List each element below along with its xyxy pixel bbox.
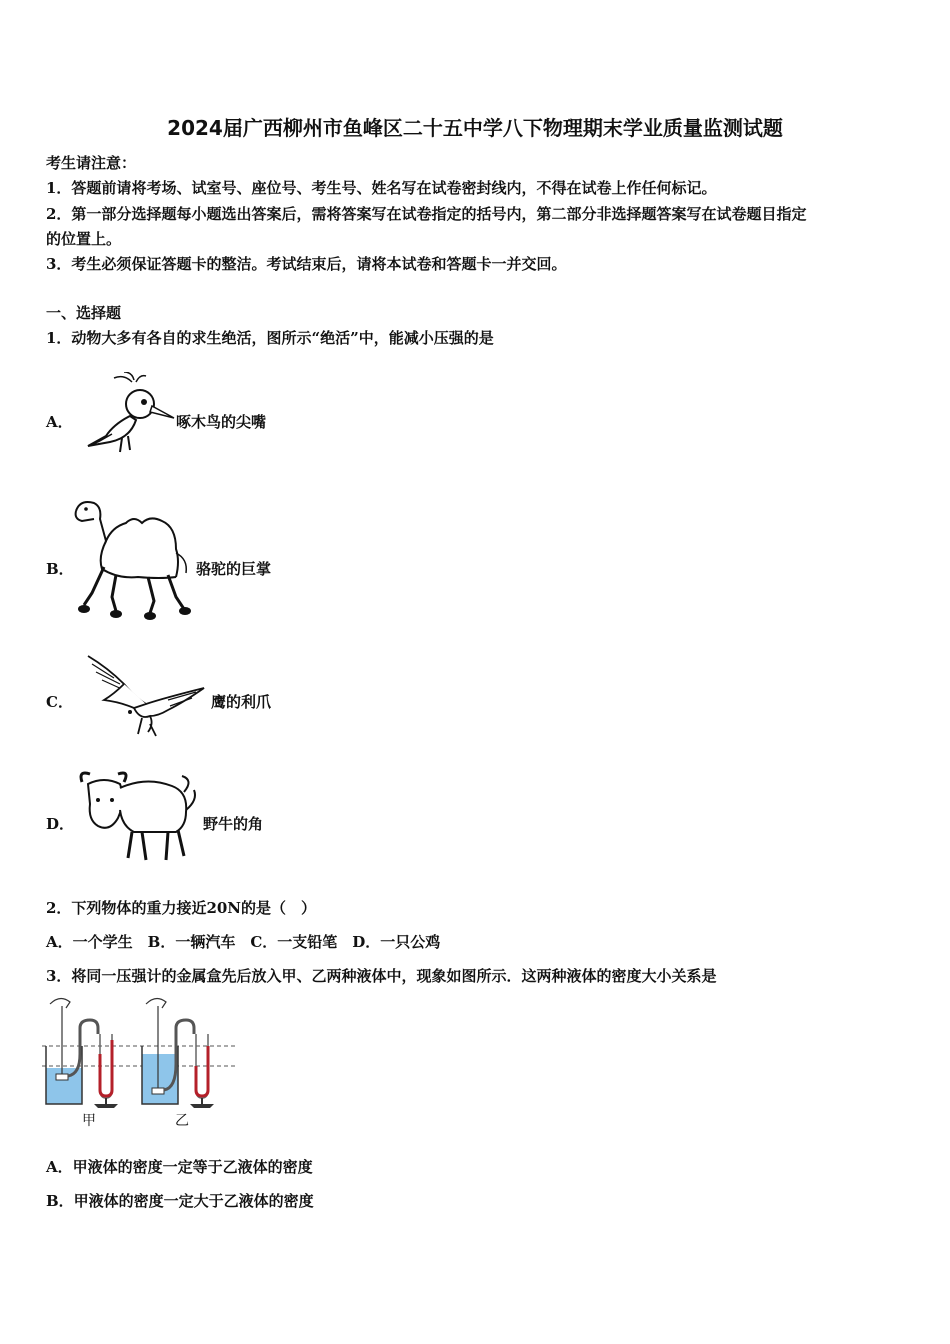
caption-yi: 乙 <box>175 1113 189 1129</box>
notice-item-2: 2．第一部分选择题每小题选出答案后，需将答案写在试卷指定的括号内，第二部分非选择题答案写在试卷题目指定 <box>46 205 807 223</box>
q1-stem: 1．动物大多有各自的求生绝活，图所示“绝活”中，能减小压强的是 <box>46 329 494 347</box>
q1-option-d-text: 野牛的角 <box>203 815 264 833</box>
pressure-gauge-diagram <box>40 994 240 1112</box>
setup-jia <box>46 998 118 1108</box>
q1-option-b-text: 骆驼的巨掌 <box>196 560 272 578</box>
q1-option-d-label: D． <box>46 815 75 833</box>
q3-option-b: B．甲液体的密度一定大于乙液体的密度 <box>46 1192 314 1210</box>
setup-yi <box>142 998 214 1108</box>
q2-options: A．一个学生 B．一辆汽车 C．一支铅笔 D．一只公鸡 <box>46 933 441 951</box>
woodpecker-image <box>84 372 176 454</box>
notice-item-3: 3．考生必须保证答题卡的整洁。考试结束后，请将本试卷和答题卡一并交回。 <box>46 255 567 273</box>
q1-option-b-label: B． <box>46 560 74 578</box>
q1-option-c-text: 鹰的利爪 <box>211 693 272 711</box>
q3-stem: 3．将同一压强计的金属盒先后放入甲、乙两种液体中，现象如图所示．这两种液体的密度大小关系是 <box>46 967 717 985</box>
notice-item-1: 1．答题前请将考场、试室号、座位号、考生号、姓名写在试卷密封线内，不得在试卷上作任何标记。 <box>46 179 717 197</box>
caption-jia: 甲 <box>82 1113 96 1129</box>
q3-option-a: A．甲液体的密度一定等于乙液体的密度 <box>46 1158 313 1176</box>
q1-option-a-text: 啄木鸟的尖嘴 <box>176 413 267 431</box>
eagle-image <box>84 654 206 740</box>
q2-stem: 2．下列物体的重力接近20N的是（ ） <box>46 899 317 917</box>
notice-item-2-cont: 的位置上。 <box>46 230 122 248</box>
bison-image <box>76 770 200 866</box>
section-heading: 一、选择题 <box>46 304 122 322</box>
q1-option-c-label: C． <box>46 693 73 711</box>
camel-image <box>72 497 194 621</box>
q1-option-a-label: A． <box>46 413 73 431</box>
notice-heading: 考生请注意： <box>46 154 137 172</box>
page-title: 2024届广西柳州市鱼峰区二十五中学八下物理期末学业质量监测试题 <box>167 116 783 140</box>
